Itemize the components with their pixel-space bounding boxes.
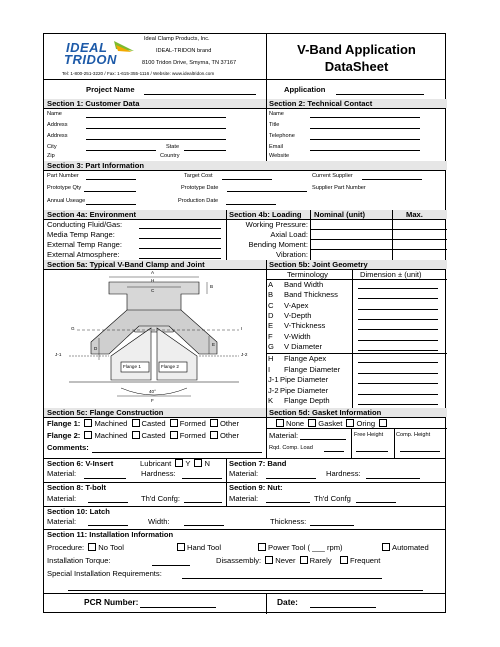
flange1-casted-checkbox[interactable] [132,419,140,427]
lubricant-yes-checkbox[interactable] [175,459,183,467]
diagram-label-flange2: Flange 2 [161,364,179,369]
contact-telephone-field[interactable] [310,139,420,140]
geometry-key: C [268,300,274,310]
gasket-none-label: None [286,419,305,428]
comments-field[interactable] [92,452,262,453]
pcr-number-label: PCR Number: [84,597,139,607]
geometry-term: V Diameter [284,341,322,351]
disassembly-never-label: Never [275,556,296,565]
section-1-title: Section 1: Customer Data [47,99,140,108]
flange1-other-checkbox[interactable] [210,419,218,427]
disassembly-rarely-label: Rarely [309,556,332,565]
contact-email-label: Email [269,144,283,150]
contact-title-field[interactable] [310,128,420,129]
customer-state-field[interactable] [184,150,226,151]
diagram-label-f: F [151,398,154,403]
bending-moment-label: Bending Moment: [248,240,308,249]
geometry-dimension-field[interactable] [358,298,438,299]
disassembly-frequent-label: Frequent [349,556,381,565]
section-5b-title: Section 5b: Joint Geometry [269,260,368,269]
prototype-date-field[interactable] [227,191,307,192]
rqd-comp-load-field[interactable] [324,451,344,452]
tbolt-thread-field[interactable] [184,502,222,503]
project-name-field[interactable] [144,94,256,95]
gasket-none-checkbox[interactable] [276,419,284,427]
geometry-term: Flange Depth [284,396,330,406]
target-cost-field[interactable] [222,179,272,180]
section-10-title: Section 10: Latch [47,507,110,516]
target-cost-label: Target Cost [184,173,213,179]
gasket-material-field[interactable] [300,439,346,440]
section-2-title: Section 2: Technical Contact [269,99,373,108]
geometry-key: J-1 [268,375,279,385]
geometry-dimension-field[interactable] [358,404,438,405]
part-number-field[interactable] [86,179,136,180]
geometry-dimension-field[interactable] [358,362,438,363]
date-field[interactable] [310,607,376,608]
comments-label: Comments: [47,443,89,452]
lubricant-row [140,459,210,468]
installation-torque-label: Installation Torque: [47,556,111,565]
company-brand: IDEAL-TRIDON brand [156,48,212,54]
section-7-title: Section 7: Band [229,459,287,468]
contact-telephone-label: Telephone [269,133,295,139]
loading-grid[interactable] [310,219,447,260]
project-name-label: Project Name [86,85,135,94]
supplier-part-number-label: Supplier Part Number [312,185,366,191]
logo-ideal: IDEAL [66,40,108,55]
geometry-dimension-field[interactable] [358,319,438,320]
gasket-gasket-label: Gasket [318,419,343,428]
application-label: Application [284,85,326,94]
section-5d-title: Section 5d: Gasket Information [269,408,382,417]
flange2-casted-label: Casted [141,431,166,440]
geometry-key: J-2 [268,385,279,395]
tbolt-material-field[interactable] [88,502,128,503]
latch-material-field[interactable] [88,525,128,526]
geometry-dimension-field[interactable] [358,394,438,395]
band-material-label: Material: [229,469,259,478]
current-supplier-label: Current Supplier [312,173,353,179]
geometry-dimension-field[interactable] [358,288,438,289]
customer-state-label: State [166,144,180,150]
diagram-label-i: I [241,326,243,331]
latch-width-label: Width: [148,517,170,526]
datasheet-form [43,33,446,613]
section-5c-title: Section 5c: Flange Construction [47,408,164,417]
special-requirements-field[interactable] [182,578,382,579]
nut-material-field[interactable] [266,502,310,503]
disassembly-frequent-checkbox[interactable] [340,556,348,564]
flange2-row [47,431,239,440]
flange1-machined-label: Machined [94,419,128,428]
external-atmosphere-label: External Atmosphere: [47,250,120,259]
geometry-term: Flange Apex [284,354,327,363]
annual-usage-field[interactable] [86,204,136,205]
band-hardness-label: Hardness: [326,469,361,478]
max-header: Max. [406,210,423,219]
contact-title-label: Title [269,122,280,128]
insert-hardness-label: Hardness: [141,469,176,478]
section-3-title: Section 3: Part Information [47,161,145,170]
annual-usage-label: Annual Useage [47,198,86,204]
geometry-term: Band Width [284,280,324,289]
flange2-machined-checkbox[interactable] [84,431,92,439]
lubricant-no-label: N [204,459,210,468]
diagram-label-angle: 40° [149,389,156,394]
external-temp-field[interactable] [139,248,221,249]
pcr-number-field[interactable] [140,607,216,608]
geometry-key: A [268,280,274,289]
diagram-label-a: A [151,270,155,275]
geometry-dimension-field[interactable] [358,329,438,330]
dimension-header: Dimension ± (unit) [360,270,422,279]
customer-address1-label: Address [47,122,68,128]
external-atmosphere-field[interactable] [139,258,221,259]
section-5a-title: Section 5a: Typical V-Band Clamp and Joint [47,260,205,269]
geometry-key: K [268,396,274,406]
band-hardness-field[interactable] [366,478,420,479]
customer-address2-label: Address [47,133,68,139]
customer-city-label: City [47,144,57,150]
power-tool-label: Power Tool ( ___ rpm) [268,543,343,552]
prototype-qty-field[interactable] [84,191,136,192]
lubricant-yes-label: Y [185,459,191,468]
nut-thread-label: Th'd Confg [314,494,351,503]
contact-name-label: Name [269,111,284,117]
automated-label: Automated [392,543,429,552]
lubricant-label: Lubricant [140,459,172,468]
company-logo [56,39,136,67]
no-tool-label: No Tool [98,543,124,552]
section-11-title: Section 11: Installation Information [47,530,174,539]
joint-geometry-table [266,280,447,408]
geometry-term: Pipe Diameter [280,375,329,385]
diagram-label-c: C [151,288,155,293]
customer-name-label: Name [47,111,62,117]
no-tool-checkbox[interactable] [88,543,96,551]
diagram-label-g: G [71,326,75,331]
flange2-formed-checkbox[interactable] [170,431,178,439]
contact-email-field[interactable] [310,150,420,151]
lubricant-no-checkbox[interactable] [194,459,202,467]
insert-hardness-field[interactable] [182,478,222,479]
geometry-term: V-Width [284,331,311,341]
external-temp-label: External Temp Range: [47,240,122,249]
conducting-fluid-label: Conducting Fluid/Gas: [47,220,123,229]
nominal-header: Nominal (unit) [314,210,366,219]
gasket-options-row [274,419,389,428]
flange1-formed-label: Formed [179,419,206,428]
contact-website-label: Website [269,153,290,159]
special-requirements-field-2[interactable] [68,590,423,591]
geometry-term: Flange Diameter [284,364,341,374]
geometry-term: V-Depth [284,310,312,320]
date-label: Date: [277,597,298,607]
power-tool-checkbox[interactable] [258,543,266,551]
diagram-label-j2: J-2 [241,352,248,357]
diagram-label-d: D [94,346,98,351]
geometry-term: V-Thickness [284,321,326,331]
comp-height-field[interactable] [400,451,440,452]
terminology-header: Terminology [287,270,328,279]
diagram-label-e: E [212,342,216,347]
procedure-row [47,543,445,552]
vibration-label: Vibration: [276,250,308,259]
geometry-term: V-Apex [284,300,309,310]
axial-load-label: Axial Load: [270,230,308,239]
company-name: Ideal Clamp Products, Inc. [144,36,210,42]
application-field[interactable] [336,94,424,95]
logo-tridon: TRIDON [64,52,117,67]
flange1-other-label: Other [220,419,240,428]
flange1-casted-label: Casted [141,419,166,428]
diagram-label-h: H [151,278,155,283]
automated-checkbox[interactable] [382,543,390,551]
diagram-label-j1: J-1 [55,352,62,357]
comp-height-label: Comp. Height [396,432,431,438]
flange1-label: Flange 1: [47,419,81,428]
production-date-field[interactable] [226,204,276,205]
tbolt-thread-label: Th'd Confg: [141,494,181,503]
prototype-date-label: Prototype Date [181,185,219,191]
flange2-label: Flange 2: [47,431,81,440]
latch-material-label: Material: [47,517,77,526]
section-4b-title: Section 4b: Loading [229,210,302,219]
flange1-formed-checkbox[interactable] [170,419,178,427]
diagram-label-flange1: Flange 1 [123,364,141,369]
part-number-label: Part Number [47,173,79,179]
hand-tool-label: Hand Tool [187,543,222,552]
geometry-term: Band Thickness [284,290,338,300]
geometry-dimension-field[interactable] [358,340,438,341]
latch-thickness-field[interactable] [310,525,354,526]
insert-material-field[interactable] [84,478,126,479]
gasket-gasket-checkbox[interactable] [308,419,316,427]
vband-clamp-diagram [49,270,263,406]
nut-material-label: Material: [229,494,259,503]
latch-thickness-label: Thickness: [270,517,307,526]
section-4a-title: Section 4a: Environment [47,210,137,219]
geometry-dimension-field[interactable] [358,383,438,384]
customer-country-label: Country [160,153,180,159]
flange2-machined-label: Machined [94,431,128,440]
flange1-machined-checkbox[interactable] [84,419,92,427]
page-title-line2: DataSheet [324,59,389,74]
procedure-label: Procedure: [47,543,85,552]
diagram-label-b: B [210,284,214,289]
special-requirements-label: Special Installation Requirements: [47,569,162,578]
installation-torque-field[interactable] [152,565,190,566]
section-9-title: Section 9: Nut: [229,483,283,492]
production-date-label: Production Date [178,198,219,204]
flange2-formed-label: Formed [179,431,206,440]
flange1-row [47,419,239,428]
gasket-oring-checkbox[interactable] [346,419,354,427]
insert-material-label: Material: [47,469,77,478]
flange2-other-label: Other [220,431,240,440]
customer-name-field[interactable] [86,117,226,118]
geometry-key: B [268,290,274,300]
customer-zip-label: Zip [47,153,55,159]
gasket-material-label: Material: [269,431,299,440]
disassembly-never-checkbox[interactable] [265,556,273,564]
tbolt-material-label: Material: [47,494,77,503]
disassembly-label: Disassembly: [216,556,262,565]
free-height-field[interactable] [356,451,388,452]
company-contact: Tel: 1-800-251-3220 / Fax: 1-615-355-1116 / Website: www.idealtridon.com [62,71,215,76]
customer-address1-field[interactable] [86,128,226,129]
nut-thread-field[interactable] [356,502,396,503]
geometry-key: I [268,364,271,374]
band-material-field[interactable] [266,478,316,479]
geometry-key: D [268,310,274,320]
conducting-fluid-field[interactable] [139,228,221,229]
customer-address2-field[interactable] [86,139,226,140]
page-title-line1: V-Band Application [297,42,416,57]
media-temp-field[interactable] [139,238,221,239]
working-pressure-label: Working Pressure: [245,220,308,229]
rqd-comp-load-label: Rqd. Comp. Load [269,445,313,451]
media-temp-label: Media Temp Range: [47,230,115,239]
prototype-qty-label: Prototype Qty [47,185,82,191]
company-address: 8100 Tridon Drive, Smyrna, TN 37167 [142,60,237,66]
geometry-dimension-field[interactable] [358,350,438,351]
geometry-key: G [268,341,274,351]
customer-city-field[interactable] [86,150,156,151]
geometry-dimension-field[interactable] [358,373,438,374]
gasket-other-checkbox[interactable] [379,419,387,427]
geometry-key: H [268,354,274,363]
geometry-dimension-field[interactable] [358,309,438,310]
free-height-label: Free Height [354,432,384,438]
disassembly-rarely-checkbox[interactable] [300,556,308,564]
section-8-title: Section 8: T-bolt [47,483,107,492]
current-supplier-field[interactable] [362,179,422,180]
contact-name-field[interactable] [310,117,420,118]
hand-tool-checkbox[interactable] [177,543,185,551]
section-6-title: Section 6: V-Insert [47,459,114,468]
latch-width-field[interactable] [184,525,224,526]
flange2-other-checkbox[interactable] [210,431,218,439]
flange2-casted-checkbox[interactable] [132,431,140,439]
disassembly-row [216,556,380,565]
geometry-term: Pipe Diameter [280,385,329,395]
gasket-oring-label: Oring [356,419,376,428]
geometry-key: E [268,321,274,331]
geometry-key: F [268,331,273,341]
